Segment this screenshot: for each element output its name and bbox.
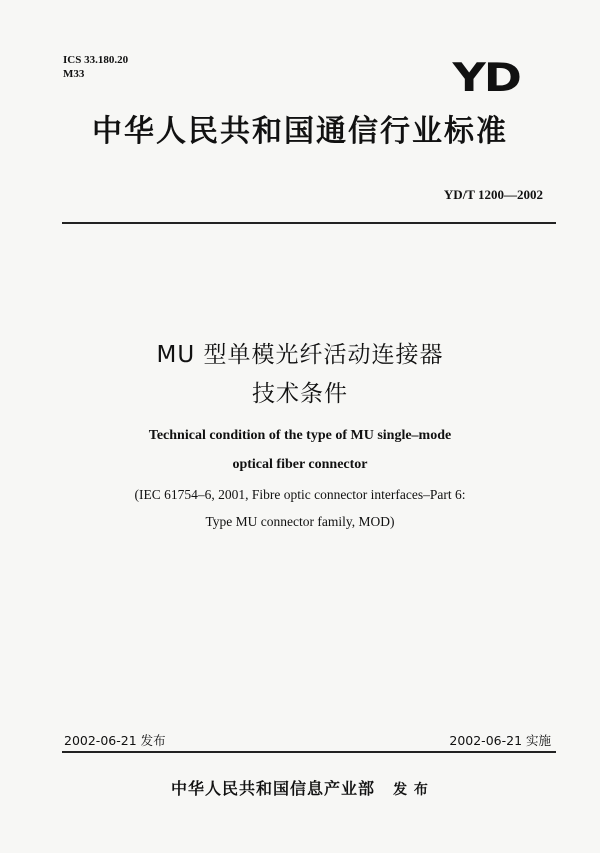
reference-line1: (IEC 61754–6, 2001, Fibre optic connector interfaces–Part 6:	[134, 487, 466, 502]
title-cn-line1: MU 型单模光纤活动连接器	[156, 342, 444, 368]
ics-code: ICS 33.180.20	[63, 54, 129, 66]
title-en-line1: Technical condition of the type of MU single–mode	[148, 428, 452, 443]
implementation-date: 2002-06-21 实施	[449, 733, 551, 748]
ccs-code: M33	[63, 68, 85, 80]
yd-logo: YD	[452, 54, 520, 101]
classification-codes	[63, 53, 128, 81]
standard-number: YD/T 1200—2002	[443, 187, 543, 202]
issuer-name: 中华人民共和国信息产业部	[171, 779, 376, 798]
issuer-action: 发 布	[393, 782, 429, 798]
header-divider	[62, 222, 556, 224]
issuer-line	[0, 776, 600, 799]
footer-divider	[62, 751, 556, 753]
title-en-line2: optical fiber connector	[232, 457, 368, 472]
title-cn-line2: 技术条件	[252, 381, 348, 407]
standard-category-title: 中华人民共和国通信行业标准	[92, 114, 508, 149]
issue-date: 2002-06-21 发布	[64, 733, 166, 748]
reference-line2: Type MU connector family, MOD)	[205, 514, 395, 529]
